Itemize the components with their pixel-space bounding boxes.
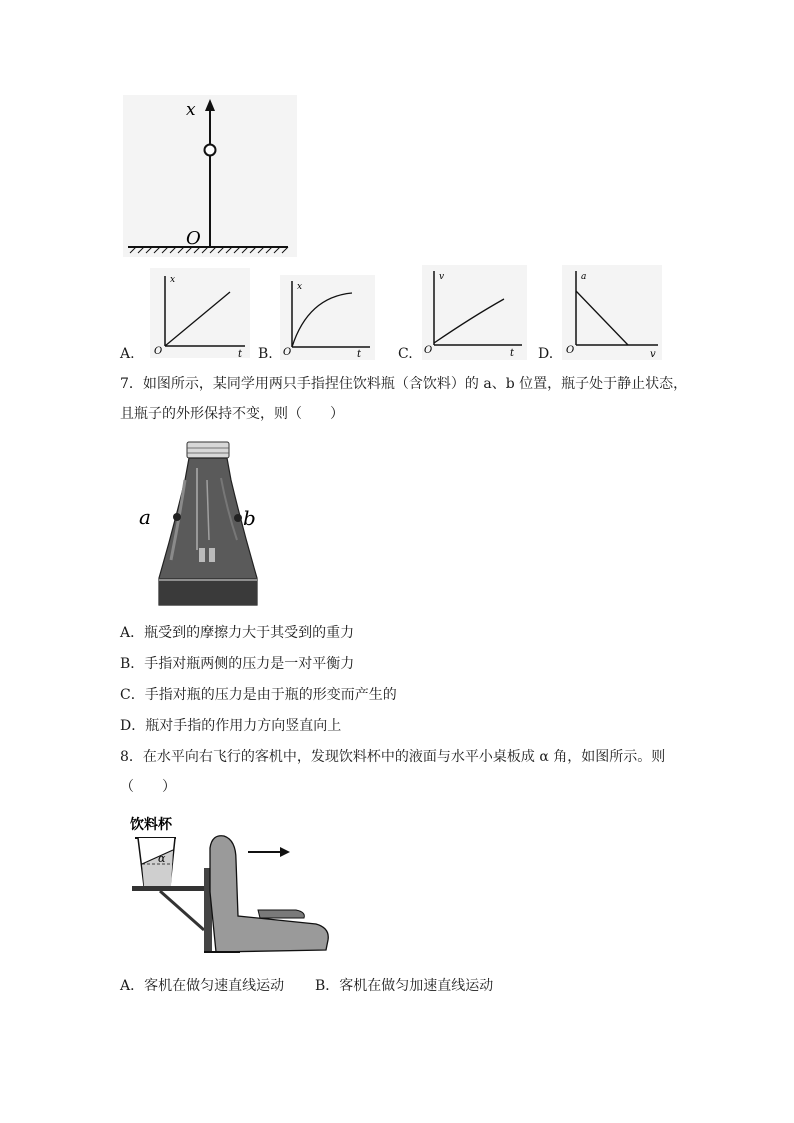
q7-option-a: A．瓶受到的摩擦力大于其受到的重力 (120, 625, 355, 641)
graph-c-ylabel: v (439, 272, 445, 282)
motion-axis-label: x (186, 100, 196, 120)
graph-d-origin: O (566, 345, 575, 356)
angle-alpha-label: α (158, 852, 166, 865)
graph-b (280, 275, 375, 360)
graph-c-origin: O (424, 345, 433, 356)
graph-a-xlabel: t (238, 349, 243, 358)
option-a-letter: A. (120, 346, 135, 362)
graph-a (150, 268, 250, 358)
cup-label: 饮料杯 (130, 817, 172, 833)
graph-b-origin: O (283, 347, 292, 358)
graph-c-xlabel: t (510, 348, 515, 359)
graph-d-xlabel: v (650, 349, 656, 360)
q7-option-b: B．手指对瓶两侧的压力是一对平衡力 (120, 656, 355, 672)
q8-option-a: A．客机在做匀速直线运动 (120, 978, 285, 994)
q7-option-d: D．瓶对手指的作用力方向竖直向上 (120, 718, 342, 734)
graph-a-ylabel: x (170, 275, 176, 285)
motion-figure (120, 95, 300, 260)
graph-d-ylabel: a (581, 272, 587, 282)
bottle-label-b: b (243, 506, 256, 530)
bottle-label-a: a (139, 505, 151, 529)
graph-d (562, 265, 662, 360)
option-b-letter: B. (258, 346, 273, 362)
motion-origin-label: O (186, 228, 201, 249)
graph-c (422, 265, 527, 360)
option-d-letter: D. (538, 346, 554, 362)
q8-option-b: B．客机在做匀加速直线运动 (315, 978, 494, 994)
option-c-letter: C. (398, 346, 413, 362)
q8-stem-line1: 8．在水平向右飞行的客机中，发现饮料杯中的液面与水平小桌板成 α 角，如图所示。则 (120, 749, 666, 765)
airplane-cup-figure (120, 812, 340, 964)
q7-stem-line1: 7．如图所示，某同学用两只手指捏住饮料瓶（含饮料）的 a、b 位置，瓶子处于静止状态， (120, 376, 688, 392)
q7-option-c: C．手指对瓶的压力是由于瓶的形变而产生的 (120, 687, 397, 703)
graph-a-origin: O (154, 346, 163, 357)
graph-b-ylabel: x (297, 282, 303, 292)
q7-stem-line2: 且瓶子的外形保持不变，则（ ） (120, 406, 344, 422)
graph-b-xlabel: t (357, 349, 362, 360)
q8-stem-line2: （ ） (120, 779, 176, 795)
bottle-figure (135, 440, 260, 608)
